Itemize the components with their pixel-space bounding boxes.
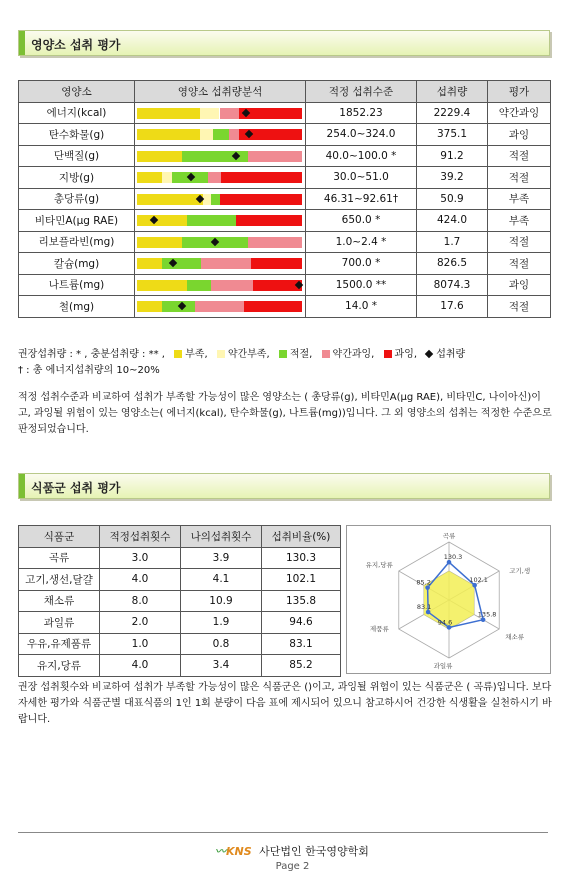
intake-bar — [137, 215, 302, 226]
intake-ratio: 135.8 — [262, 590, 341, 612]
bar-segment-green — [187, 215, 237, 226]
table-row — [19, 569, 341, 591]
my-servings: 3.4 — [181, 655, 262, 677]
food-summary-paragraph: 권장 섭취횟수와 비교하여 섭취가 부족할 가능성이 많은 식품군은 ()이고, 과잉될 위험이 있는 식품군은 ( 곡류)입니다. 보다 자세한 평가와 식품군별 대표식품의 1인 1회 분량이 다음 표에 제시되어 있으니 참고하시어 건강한 식생활을 실천하시기 바랍니다. — [18, 682, 552, 725]
bar-segment-red — [251, 258, 302, 269]
bar-segment-yellow — [137, 258, 162, 269]
table-row — [19, 231, 551, 253]
recommended-range: 40.0~100.0 * — [306, 145, 417, 167]
intake-value: 91.2 — [417, 145, 488, 167]
intake-bar — [137, 258, 302, 269]
radar-data-label: 130.3 — [443, 553, 463, 562]
legend — [18, 345, 465, 360]
bar-segment-yellow — [137, 129, 200, 140]
radar-data-label: 94.6 — [437, 618, 453, 627]
radar-category-label: 과일류 — [433, 662, 453, 670]
table-row — [19, 590, 341, 612]
legend-swatch-pink — [322, 350, 330, 358]
table-row — [19, 210, 551, 232]
legend-item: 부족, — [185, 349, 208, 360]
bar-segment-yellow — [137, 172, 162, 183]
evaluation: 부족 — [488, 188, 551, 210]
intake-bar — [137, 280, 302, 291]
intake-bar-cell — [135, 124, 306, 146]
table-row — [19, 145, 551, 167]
col-header: 식품군 — [19, 526, 100, 548]
section-title: 영양소 섭취 평가 — [31, 38, 121, 52]
table-header-row — [19, 81, 551, 103]
legend-item: 적절, — [289, 349, 313, 360]
col-header: 영양소 — [19, 81, 135, 103]
my-servings: 4.1 — [181, 569, 262, 591]
intake-value: 424.0 — [417, 210, 488, 232]
food-group-table — [18, 525, 341, 677]
col-header: 적정섭취횟수 — [100, 526, 181, 548]
bar-segment-pink — [208, 172, 221, 183]
nutrient-summary-paragraph: 적정 섭취수준과 비교하여 섭취가 부족할 가능성이 많은 영양소는 ( 총당류(g), 비타민A(μg RAE), 비타민C, 나이아신)이고, 과잉될 위험이 있는 영양소는( 에너지(kcal), 탄수화물(g), 나트륨(mg))입니다. 그 외 영양소의 섭취는 적정한 수준으로 판정되었습니다. — [18, 392, 552, 435]
radar-chart — [347, 526, 550, 673]
bar-segment-yellow — [137, 194, 203, 205]
nutrient-name: 철(mg) — [19, 296, 135, 318]
intake-value: 375.1 — [417, 124, 488, 146]
radar-category-label: 고기,생 — [509, 567, 531, 575]
table-row — [19, 188, 551, 210]
bar-segment-pink — [201, 258, 251, 269]
legend-prefix: 권장섭취량 : * , 충분섭취량 : ** , — [18, 349, 165, 360]
bar-segment-red — [244, 301, 302, 312]
legend-swatch-red — [384, 350, 392, 358]
col-header: 평가 — [488, 81, 551, 103]
bar-segment-pink — [211, 280, 252, 291]
intake-bar — [137, 108, 302, 119]
section-header-nutrients — [18, 30, 550, 56]
radar-category-label: 채소류 — [505, 633, 525, 641]
nutrient-name: 나트륨(mg) — [19, 274, 135, 296]
page-number: Page 2 — [275, 861, 310, 872]
evaluation: 과잉 — [488, 274, 551, 296]
nutrient-name: 칼슘(mg) — [19, 253, 135, 275]
intake-ratio: 94.6 — [262, 612, 341, 634]
legend-swatch-green — [279, 350, 287, 358]
food-group: 채소류 — [19, 590, 100, 612]
diamond-icon — [425, 350, 433, 358]
radar-data-label: 83.1 — [416, 603, 432, 612]
intake-bar-cell — [135, 188, 306, 210]
evaluation: 적절 — [488, 167, 551, 189]
footer-divider — [18, 832, 548, 833]
intake-bar — [137, 151, 302, 162]
intake-bar-cell — [135, 102, 306, 124]
nutrient-name: 비타민A(μg RAE) — [19, 210, 135, 232]
col-header: 적정 섭취수준 — [306, 81, 417, 103]
food-group: 우유,유제품류 — [19, 633, 100, 655]
recommended-range: 650.0 * — [306, 210, 417, 232]
radar-chart-frame — [346, 525, 551, 674]
intake-ratio: 85.2 — [262, 655, 341, 677]
evaluation: 적절 — [488, 145, 551, 167]
intake-bar-cell — [135, 274, 306, 296]
bar-segment-green — [211, 194, 219, 205]
food-group: 고기,생선,달걀 — [19, 569, 100, 591]
intake-ratio: 130.3 — [262, 547, 341, 569]
evaluation: 부족 — [488, 210, 551, 232]
table-row — [19, 253, 551, 275]
bar-segment-yellow — [137, 215, 187, 226]
bar-segment-green — [213, 129, 230, 140]
evaluation: 약간과잉 — [488, 102, 551, 124]
bar-segment-pink — [248, 237, 302, 248]
bar-segment-yellow — [137, 108, 200, 119]
table-row — [19, 547, 341, 569]
bar-segment-green — [162, 258, 202, 269]
food-group: 곡류 — [19, 547, 100, 569]
bar-segment-pink — [195, 301, 245, 312]
intake-value: 826.5 — [417, 253, 488, 275]
bar-segment-ltyellow — [200, 129, 213, 140]
intake-bar — [137, 301, 302, 312]
intake-ratio: 83.1 — [262, 633, 341, 655]
bar-segment-pink — [248, 151, 302, 162]
nutrient-name: 총당류(g) — [19, 188, 135, 210]
legend-item: 약간부족, — [227, 349, 270, 360]
legend-item: 섭취량 — [436, 349, 466, 360]
bar-segment-ltyellow — [162, 172, 172, 183]
intake-bar — [137, 237, 302, 248]
intake-bar — [137, 194, 302, 205]
radar-category-label: 곡류 — [442, 532, 456, 540]
nutrient-name: 탄수화물(g) — [19, 124, 135, 146]
recommended-range: 1500.0 ** — [306, 274, 417, 296]
org-name: 사단법인 한국영양학회 — [259, 845, 369, 858]
radar-category-label: 제품류 — [369, 625, 389, 633]
section-header-food-groups — [18, 473, 550, 499]
legend-note: † : 총 에너지섭취량의 10~20% — [18, 365, 160, 376]
bar-segment-red — [220, 194, 303, 205]
bar-segment-pink — [220, 108, 240, 119]
col-header: 섭취량 — [417, 81, 488, 103]
intake-bar-cell — [135, 231, 306, 253]
nutrient-name: 지방(g) — [19, 167, 135, 189]
intake-ratio: 102.1 — [262, 569, 341, 591]
bar-segment-yellow — [137, 151, 182, 162]
table-header-row — [19, 526, 341, 548]
recommended-range: 1852.23 — [306, 102, 417, 124]
col-header: 영양소 섭취량분석 — [135, 81, 306, 103]
col-header: 섭취비율(%) — [262, 526, 341, 548]
table-row — [19, 612, 341, 634]
recommended-range: 254.0~324.0 — [306, 124, 417, 146]
intake-value: 17.6 — [417, 296, 488, 318]
intake-bar-cell — [135, 210, 306, 232]
recommended-servings: 1.0 — [100, 633, 181, 655]
intake-bar-cell — [135, 253, 306, 275]
intake-bar-cell — [135, 296, 306, 318]
legend-item: 약간과잉, — [332, 349, 375, 360]
bar-segment-red — [236, 215, 302, 226]
intake-value: 39.2 — [417, 167, 488, 189]
recommended-servings: 4.0 — [100, 655, 181, 677]
section-title: 식품군 섭취 평가 — [31, 481, 121, 495]
evaluation: 적절 — [488, 296, 551, 318]
nutrient-table — [18, 80, 551, 318]
my-servings: 0.8 — [181, 633, 262, 655]
my-servings: 3.9 — [181, 547, 262, 569]
recommended-range: 30.0~51.0 — [306, 167, 417, 189]
intake-value: 8074.3 — [417, 274, 488, 296]
legend-item: 과잉, — [394, 349, 418, 360]
recommended-servings: 2.0 — [100, 612, 181, 634]
table-row — [19, 124, 551, 146]
evaluation: 적절 — [488, 253, 551, 275]
bar-segment-pink — [229, 129, 239, 140]
recommended-range: 46.31~92.61† — [306, 188, 417, 210]
recommended-range: 700.0 * — [306, 253, 417, 275]
kns-logo-icon: 〰KNS — [215, 845, 252, 858]
recommended-range: 14.0 * — [306, 296, 417, 318]
bar-segment-red — [221, 172, 302, 183]
radar-data-label: 85.2 — [416, 578, 431, 587]
intake-value: 2229.4 — [417, 102, 488, 124]
intake-bar-cell — [135, 145, 306, 167]
table-row — [19, 102, 551, 124]
food-group: 유지,당류 — [19, 655, 100, 677]
recommended-range: 1.0~2.4 * — [306, 231, 417, 253]
table-row — [19, 167, 551, 189]
radar-data-label: 135.8 — [477, 610, 497, 619]
evaluation: 적절 — [488, 231, 551, 253]
intake-bar — [137, 129, 302, 140]
col-header: 나의섭취횟수 — [181, 526, 262, 548]
legend-swatch-light-yellow — [217, 350, 225, 358]
table-row — [19, 296, 551, 318]
recommended-servings: 3.0 — [100, 547, 181, 569]
radar-data-label: 102.1 — [469, 576, 488, 585]
legend-swatch-yellow — [174, 350, 182, 358]
intake-bar — [137, 172, 302, 183]
my-servings: 10.9 — [181, 590, 262, 612]
nutrient-name: 리보플라빈(mg) — [19, 231, 135, 253]
table-row — [19, 274, 551, 296]
org-logo — [215, 843, 369, 859]
table-row — [19, 633, 341, 655]
recommended-servings: 8.0 — [100, 590, 181, 612]
intake-bar-cell — [135, 167, 306, 189]
radar-category-label: 유지,당류 — [365, 561, 393, 569]
bar-segment-green — [187, 280, 212, 291]
recommended-servings: 4.0 — [100, 569, 181, 591]
bar-segment-yellow — [137, 301, 162, 312]
intake-value: 50.9 — [417, 188, 488, 210]
bar-segment-yellow — [137, 280, 187, 291]
bar-segment-yellow — [137, 237, 182, 248]
bar-segment-ltyellow — [200, 108, 220, 119]
my-servings: 1.9 — [181, 612, 262, 634]
nutrient-name: 에너지(kcal) — [19, 102, 135, 124]
food-group: 과일류 — [19, 612, 100, 634]
nutrient-name: 단백질(g) — [19, 145, 135, 167]
table-row — [19, 655, 341, 677]
intake-value: 1.7 — [417, 231, 488, 253]
evaluation: 과잉 — [488, 124, 551, 146]
